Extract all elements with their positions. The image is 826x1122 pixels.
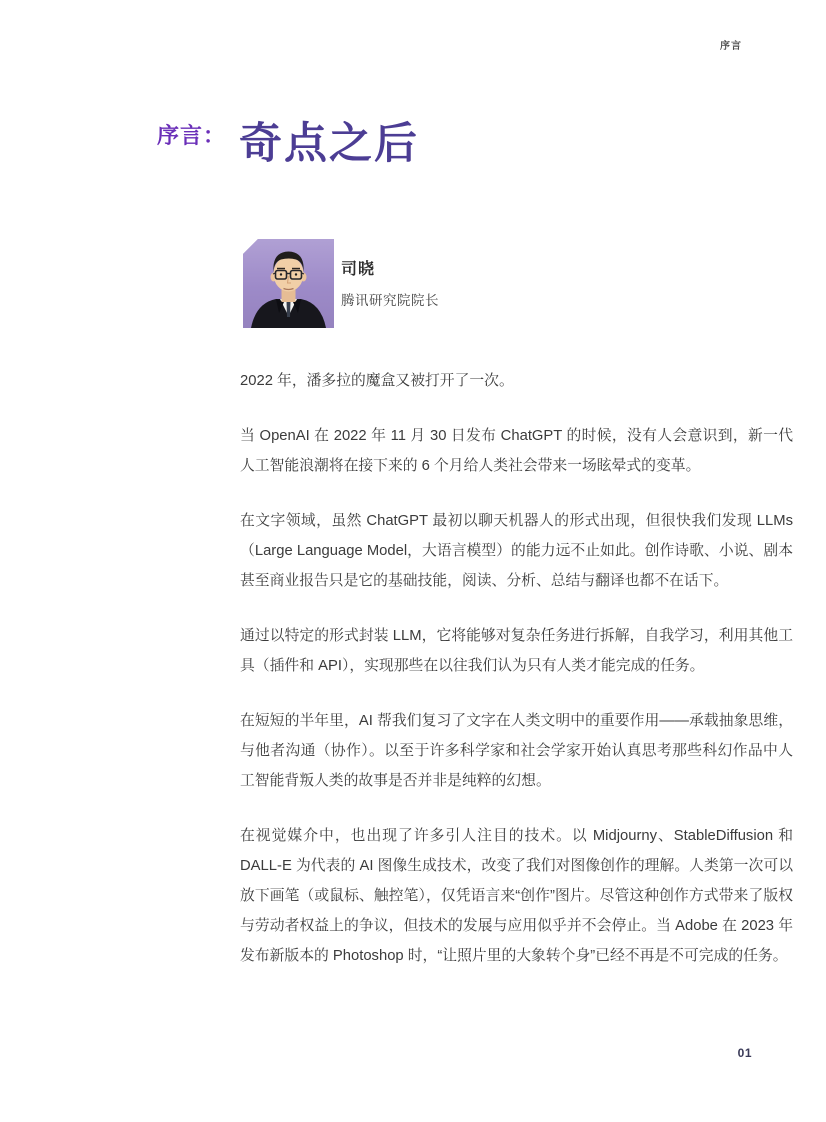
author-name: 司晓 [341, 261, 376, 278]
preface-body [240, 366, 793, 971]
page-title: 奇点之后 [239, 120, 419, 168]
author-photo [243, 239, 334, 328]
author-role: 腾讯研究院院长 [341, 293, 439, 308]
title-prefix: 序言： [157, 123, 227, 148]
paragraph: 当 OpenAI 在 2022 年 11 月 30 日发布 ChatGPT 的时候，没有人会意识到，新一代人工智能浪潮将在接下来的 6 个月给人类社会带来一场眩晕式的变革。 [240, 428, 793, 474]
paragraph: 2022 年，潘多拉的魔盒又被打开了一次。 [240, 373, 514, 389]
author-portrait-image [243, 239, 334, 328]
paragraph: 在视觉媒介中，也出现了许多引人注目的技术。以 Midjourny、StableDiffusion 和 DALL-E 为代表的 AI 图像生成技术，改变了我们对图像创作的理解。人类第一次可以放下画笔（或鼠标、触控笔），仅凭语言来“创作”图片。尽管这种创作方式带来了版权与劳动者权益上的争议，但技术的发展与应用似乎并不会停止。当 Adobe 在 2023 年发布新版本的 Photoshop 时，“让照片里的大象转个身”已经不再是不可完成的任务。 [240, 828, 793, 964]
paragraph: 通过以特定的形式封装 LLM，它将能够对复杂任务进行拆解，自我学习，利用其他工具（插件和 API），实现那些在以往我们认为只有人类才能完成的任务。 [240, 628, 793, 674]
page-number: 01 [737, 1046, 752, 1060]
running-header-section-label: 序言 [720, 41, 742, 52]
paragraph: 在短短的半年里，AI 帮我们复习了文字在人类文明中的重要作用——承载抽象思维，与他者沟通（协作）。以至于许多科学家和社会学家开始认真思考那些科幻作品中人工智能背叛人类的故事是否并非是纯粹的幻想。 [240, 713, 793, 789]
paragraph: 在文字领域，虽然 ChatGPT 最初以聊天机器人的形式出现，但很快我们发现 LLMs（Large Language Model，大语言模型）的能力远不止如此。创作诗歌、小说、剧本甚至商业报告只是它的基础技能，阅读、分析、总结与翻译也都不在话下。 [240, 513, 793, 589]
